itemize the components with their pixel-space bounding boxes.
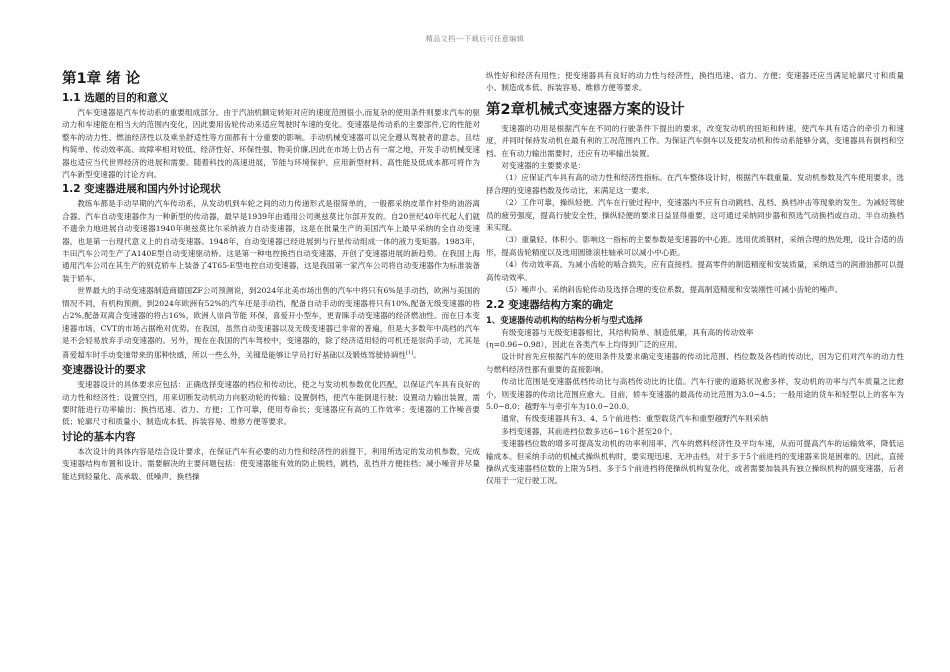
section-1-2-heading: 1.2 变速器进展和国内外讨论现状 [62, 183, 221, 196]
paragraph-continued: 纵性好和经济有用性；使变速器具有良好的动力性与经济性，换挡迅速、省力、方便；变速器还应当满足轮廓尺寸和质量小、制造成本低、拆装容易、维修方便等要求。 [486, 71, 904, 93]
paragraph: 对变速器的主要要求是： [501, 161, 586, 171]
paragraph: (η=0.96~0.98），因此在各类汽车上均得到广泛的应用。 [486, 339, 683, 349]
paragraph-end: 。 [413, 350, 421, 360]
paragraph: 变速器档位数的增多可提高发动机的功率利用率、汽车的燃料经济性及平均车速，从而可提高汽车的运输效率，降低运输成本。但采纳手动的机械式操纵机构时，要实现迅速、无冲击档，对于多于5个前进档的变速器来说是困难的。因此，直接操纵式变速器档位数的上限为5档。多于5个前进档将使操纵机构复杂化，或者需要加装具有独立操纵机构的副变速器，后者仅用于一定行驶工况。 [486, 439, 904, 486]
section-2-2-heading: 2.2 变速器结构方案的确定 [486, 298, 614, 311]
paragraph: 本次设计的具体内容是结合设计要求，在保证汽车有必要的动力性和经济性的前提下，利用所选定的发动机参数，完成变速器结构布置和设计。需要解决的主要问题包括：使变速器能有效的防止脱档，跳档，乱挡并方便挂档；减小噪音并尽量能达到轻量化、高承载、低噪声、换档操 [62, 446, 480, 481]
paragraph: 教练车都是手动早期的汽车传动系，从发动机到车轮之间的动力传递形式是很简单的，一般都采纳皮革作衬垫的油浴离合器。汽车自动变速器作为一种新型的传动器，最早是1939年由通用公司奥兹莫比尔部开发的。自20世纪40年代起人们就不遗余力地进展自动变速器1940年奥兹莫比尔采纳液力自动变速器，这是在批量生产的美国汽车上最早采纳的全自动变速器，也是第一台现代意义上的自动变速器。1948年，自动变速器已经进展到与行星传动组成一体的液力变矩器。1983年，丰田汽车公司生产了A140E型自动变速驱动桥。这是第一种电控换挡自动变速器，开创了变速器进展的新趋势。在我国上海通用汽车公司在其生产的别克轿车上装备了4T65-E型电控自动变速器，这是我国第一家汽车公司将自动变速器作为标准装备装于轿车。 [62, 199, 480, 283]
citation-ref: [1] [405, 350, 414, 357]
basic-content-heading: 讨论的基本内容 [62, 430, 136, 443]
chapter1-title: 第1章 绪 论 [62, 71, 141, 87]
right-column [486, 70, 904, 488]
paragraph: 汽车变速器是汽车传动系的重要组成部分。由于汽油机额定转矩对应的速度范围很小,而复杂的使用条件则要求汽车的驱动力和车速能在相当大的范围内变化，因此要用齿轮传动来适应驾驶时车速的变化。变速器是传动系的主要部件,它的性能对整车的动力性、燃油经济性以及乘坐舒适性等方面都有十分重要的影响。手动机械变速器可以完全遵从驾驶者的意志，且结构简单、传动效率高、故障率相对较低、经济性好、环保性强、物美价廉,因此在市场上仍占有一席之地，开发手动机械变速器也适应当代世界经济的进展和需要。随着科技的高速进展，节能与环境保护、应用新型材料、高性能及低成本都可将作为汽车新型变速器的讨论方向。 [62, 108, 480, 180]
requirement-item: （1）应保证汽车具有高的动力性和经济性指标。在汽车整体设计时，根据汽车载重量、发动机参数及汽车使用要求，选择合理的变速器档数及传动比，来满足这一要求。 [486, 173, 904, 195]
requirements-heading: 变速器设计的要求 [62, 364, 146, 377]
requirement-item: （4）传动效率高。为减小齿轮的啮合损失，应有直接档。提高零件的制造精度和安装质量，采纳适当的润滑油都可以提高传动效率。 [486, 260, 904, 282]
paragraph: 传动比范围是变速器低档传动比与高档传动比的比值。汽车行驶的道路状况愈多样，发动机的功率与汽车质量之比愈小，则变速器的传动比范围应愈大。目前，轿车变速器的最高传动比范围为3.0~4.5；一般用途的货车和轻型以上的客车为5.0~8.0；越野车与牵引车为10.0~20.0。 [486, 377, 904, 411]
paragraph: 有级变速器与无级变速器相比，其结构简单、制造低廉，具有高的传动效率 [501, 327, 754, 337]
requirement-item: （2）工作可靠，操纵轻便。汽车在行驶过程中，变速器内不应有自动跳档、乱档、换档冲击等现象的发生。为减轻驾驶员的疲劳强度，提高行驶安全性，操纵轻便的要求日益显得重要，这可通过采纳同步器和预选气动换档或自动、半自动换档来实现。 [486, 198, 904, 233]
paragraph: 多档变速器，其前进档位数多达6~16个甚至20个。 [501, 426, 678, 436]
subsection-heading: 1、变速器传动机构的结构分析与型式选择 [486, 314, 643, 325]
paragraph: 设计时首先应根据汽车的使用条件及要求确定变速器的传动比范围、档位数及各档的传动比，因为它们对汽车的动力性与燃料经济性都有重要的直接影响。 [486, 352, 904, 374]
paragraph-text: 世界最大的手动变速器制造商德国ZF公司预测说，到2024年北美市场出售的汽车中将只有6%是手动挡，欧洲与美国的情况不同，有机构预测，到2024年欧洲有52%的汽车还是手动挡，配备自动手动的变速器将只有10%,配备无级变速器的将占2%,配备双离合变速器的将占16%，欧洲人崇尚节能 环保，喜爱开小型车，更青睐手动变速器的经济燃油性。而在日本变速器市场，CVT的市场占据绝对优势。在我国，虽然自动变速器以及无级变速器已非常的普遍，但是大多数年中高档的汽车是不会轻易放弃手动变速器的。另外，现在在我国的汽车驾校中，变速器的，除了经济适用轻的可机还是崇尚手动，尤其是喜爱超车时手动变速带来的那种快感，所以一些么外，关键是能够让学员打好基础以及锻炼驾驶协调性 [62, 286, 480, 360]
section-1-1-heading: 1.1 选题的目的和意义 [62, 92, 169, 104]
paragraph [62, 285, 480, 362]
requirement-item: （3）重量轻、体积小。影响这一指标的主要参数是变速器的中心距。选用优质钢材，采纳合理的热处理，设计合适的齿形，提高齿轮精度以及选用圆锥滚柱轴承可以减小中心距。 [486, 235, 904, 257]
left-column [62, 70, 480, 483]
paragraph: 变速器设计的具体要求应包括：正确选择变速器的档位和传动比，使之与发动机参数优化匹配，以保证汽车具有良好的动力性和经济性；设置空挡，用来切断发动机动力向驱动轮的传输；设置倒档，使汽车能倒退行驶；设置动力输出装置，需要时能进行功率输出；换挡迅速、省力、方便；工作可靠，使用寿命长；变速器应有高的工作效率；变速器的工作噪音要低；轮廓尺寸和质量小、制造成本低、拆装容易、维修方便等要求。 [62, 380, 480, 427]
paragraph: 变速器的功用是根据汽车在不同的行驶条件下提出的要求，改变发动机的扭矩和转速，使汽车具有适合的牵引力和速度，并同时保持发动机在最有利的工况范围内工作。为保证汽车倒车以及使发动机和传动系能够分离，变速器具有倒档和空档。在有动力输出需要时，还应有功率输出装置。 [486, 123, 904, 158]
chapter2-title: 第2章机械式变速器方案的设计 [486, 101, 685, 118]
requirement-item: （5）噪声小。采纳斜齿轮传动及选择合理的变位系数，提高制造精度和安装刚性可减小齿轮的噪声。 [501, 285, 843, 295]
header-watermark: 精品文档---下载后可任意编辑 [425, 35, 525, 43]
paragraph: 通常，有级变速器具有3、4、5个前进档；重型载货汽车和重型越野汽车则采纳 [501, 414, 769, 424]
